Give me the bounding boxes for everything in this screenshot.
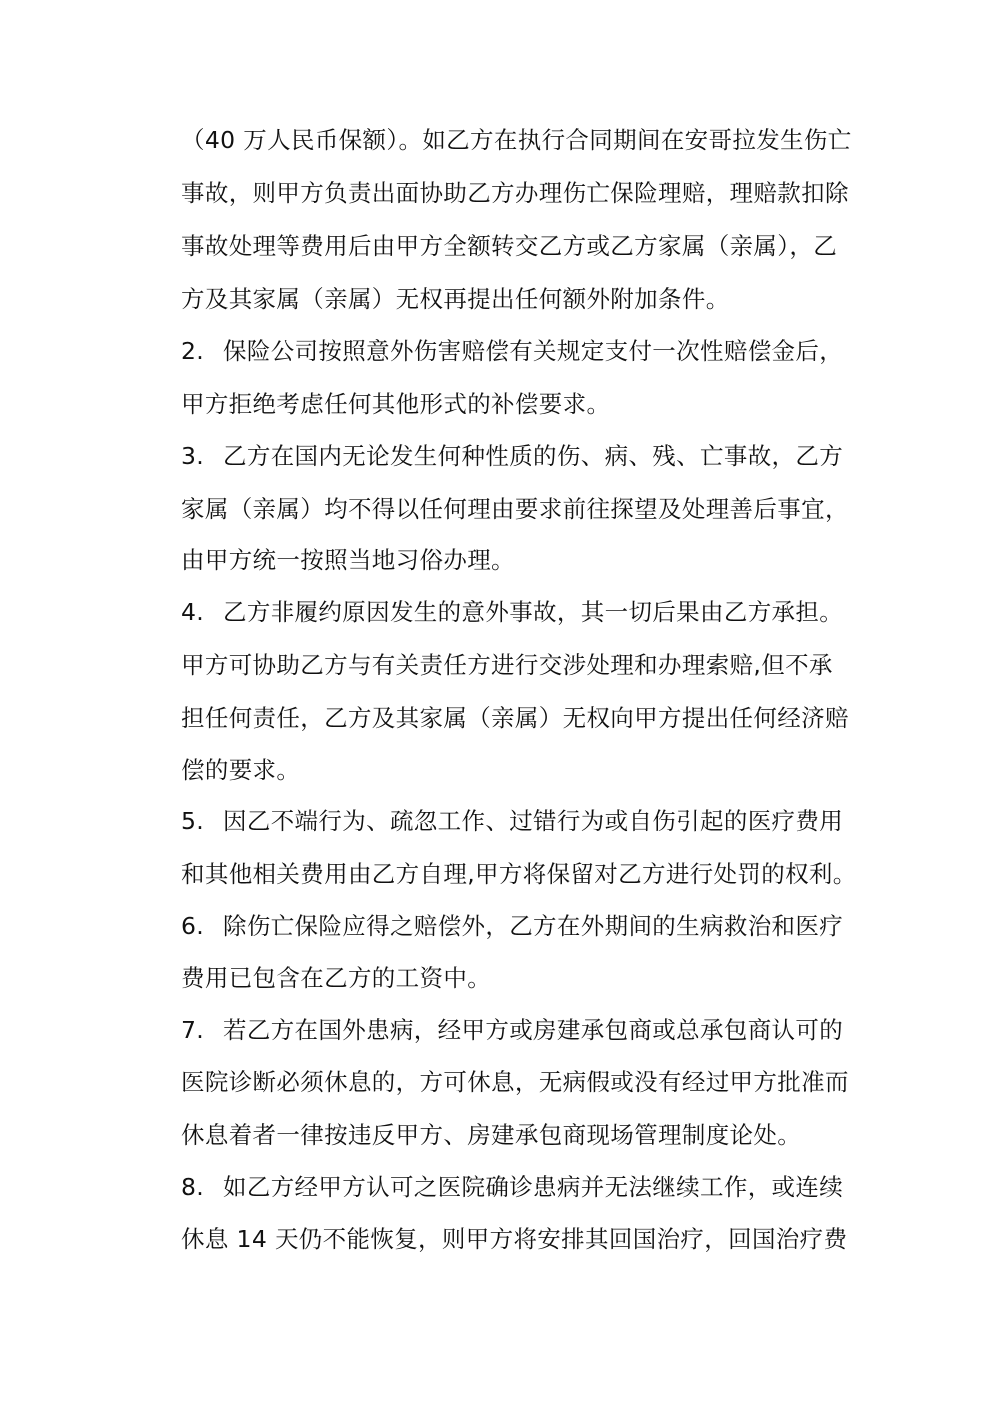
paragraph-line: 甲方拒绝考虑任何其他形式的补偿要求。 — [181, 390, 611, 418]
paragraph-line: 休息着者一律按违反甲方、房建承包商现场管理制度论处。 — [181, 1121, 802, 1149]
list-item-text: 如乙方经甲方认可之医院确诊患病并无法继续工作，或连续 — [223, 1173, 844, 1201]
list-item-6 — [181, 911, 861, 941]
paragraph-line: 方及其家属（亲属）无权再提出任何额外附加条件。 — [181, 285, 730, 313]
list-item-text: 保险公司按照意外伤害赔偿有关规定支付一次性赔偿金后， — [223, 337, 844, 365]
list-item-number: 6. — [181, 912, 205, 940]
list-item-8 — [181, 1172, 861, 1202]
list-item-number: 8. — [181, 1173, 205, 1201]
list-item-number: 2. — [181, 337, 205, 365]
list-item-4 — [181, 597, 861, 627]
list-item-text: 除伤亡保险应得之赔偿外，乙方在外期间的生病救治和医疗 — [223, 912, 844, 940]
paragraph-line: 医院诊断必须休息的，方可休息，无病假或没有经过甲方批准而 — [181, 1068, 849, 1096]
list-item-number: 4. — [181, 598, 205, 626]
list-item-7 — [181, 1015, 861, 1045]
list-item-3 — [181, 441, 861, 471]
paragraph-line: 费用已包含在乙方的工资中。 — [181, 964, 492, 992]
paragraph-line: 家属（亲属）均不得以任何理由要求前往探望及处理善后事宜， — [181, 495, 849, 523]
paragraph-line: （40 万人民币保额）。如乙方在执行合同期间在安哥拉发生伤亡 — [181, 126, 852, 154]
list-item-text: 若乙方在国外患病，经甲方或房建承包商或总承包商认可的 — [223, 1016, 844, 1044]
list-item-number: 5. — [181, 807, 205, 835]
paragraph-line: 偿的要求。 — [181, 756, 301, 784]
list-item-number: 7. — [181, 1016, 205, 1044]
list-item-5 — [181, 806, 861, 836]
paragraph-line: 事故处理等费用后由甲方全额转交乙方或乙方家属（亲属），乙 — [181, 232, 838, 260]
paragraph-line: 甲方可协助乙方与有关责任方进行交涉处理和办理索赔,但不承 — [181, 651, 833, 679]
paragraph-line: 休息 14 天仍不能恢复，则甲方将安排其回国治疗，回国治疗费 — [181, 1225, 848, 1253]
list-item-2 — [181, 336, 861, 366]
paragraph-line: 事故，则甲方负责出面协助乙方办理伤亡保险理赔，理赔款扣除 — [181, 179, 849, 207]
list-item-text: 乙方在国内无论发生何种性质的伤、病、残、亡事故，乙方 — [223, 442, 844, 470]
list-item-number: 3. — [181, 442, 205, 470]
paragraph-line: 担任何责任，乙方及其家属（亲属）无权向甲方提出任何经济赔 — [181, 704, 849, 732]
list-item-text: 乙方非履约原因发生的意外事故，其一切后果由乙方承担。 — [223, 598, 844, 626]
list-item-text: 因乙不端行为、疏忽工作、过错行为或自伤引起的医疗费用 — [223, 807, 844, 835]
paragraph-line: 由甲方统一按照当地习俗办理。 — [181, 546, 515, 574]
paragraph-line: 和其他相关费用由乙方自理,甲方将保留对乙方进行处罚的权利。 — [181, 860, 857, 888]
